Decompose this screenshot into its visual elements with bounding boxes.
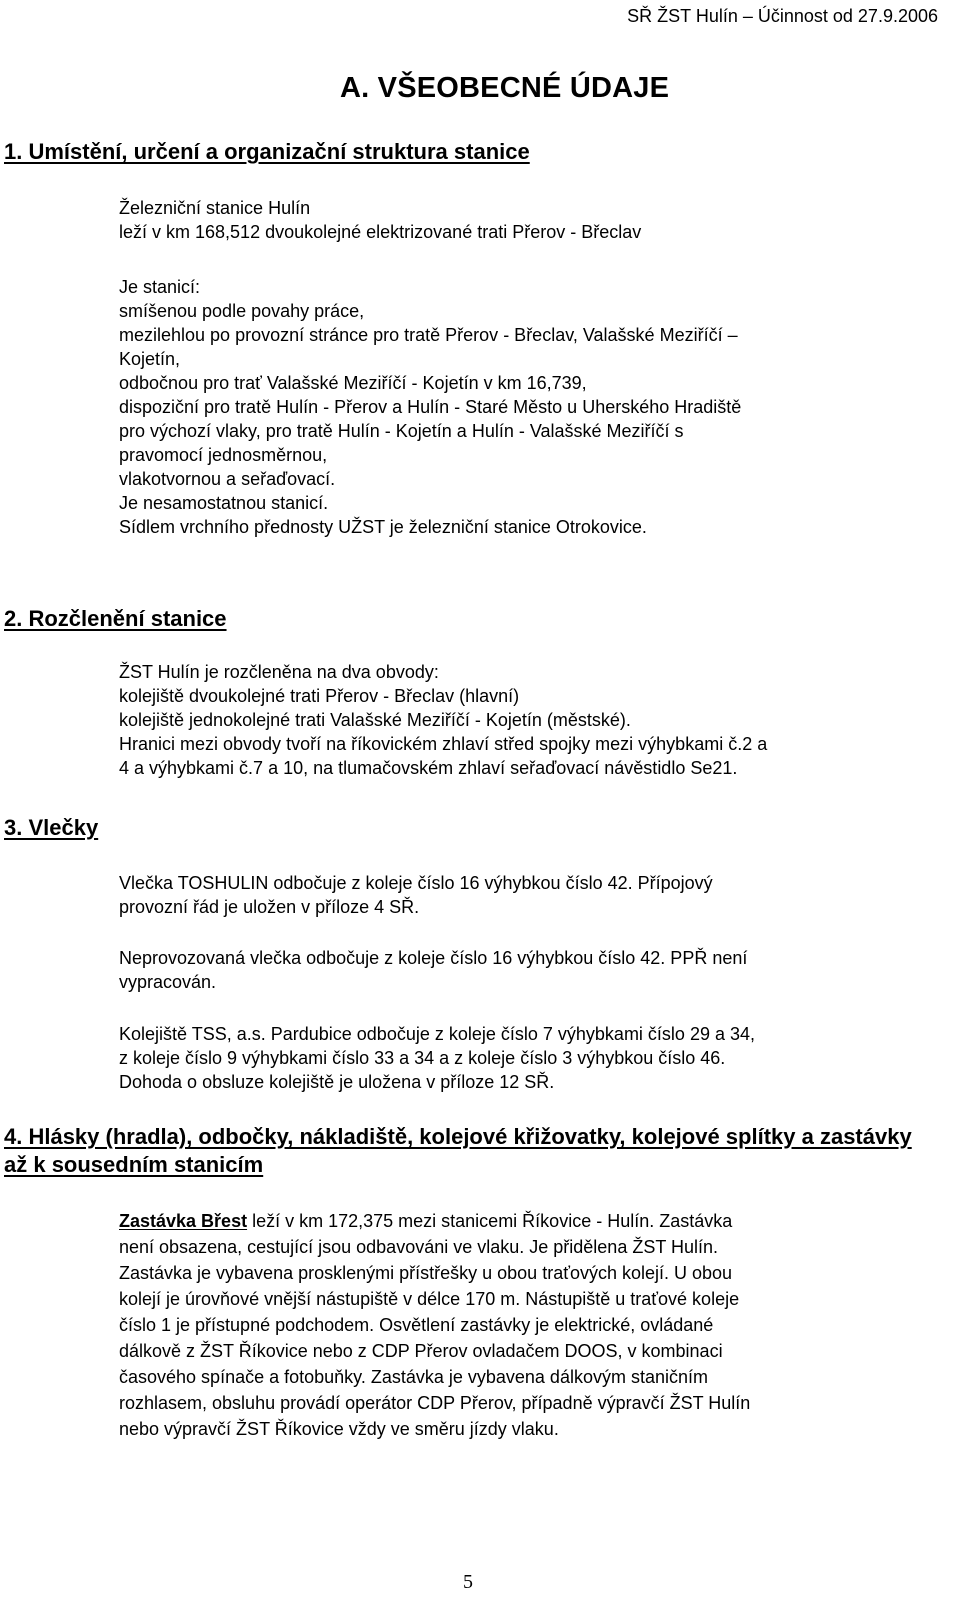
text-line: Kojetín, (119, 349, 181, 369)
text-line: provozní řád je uložen v příloze 4 SŘ. (119, 897, 420, 917)
text-line: pravomocí jednosměrnou, (119, 445, 328, 465)
page-title: A. VŠEOBECNÉ ÚDAJE (340, 72, 670, 104)
section-4-body (119, 1208, 929, 1442)
text-line: smíšenou podle povahy práce, (119, 301, 365, 321)
running-header: SŘ ŽST Hulín – Účinnost od 27.9.2006 (627, 6, 938, 26)
text-line: vlakotvornou a seřaďovací. (119, 469, 336, 489)
text-line: Hranici mezi obvody tvoří na říkovickém zhlaví střed spojky mezi výhybkami č.2 a (119, 734, 768, 754)
text-line: odbočnou pro trať Valašské Meziříčí - Kojetín v km 16,739, (119, 373, 587, 393)
text-line: Je nesamostatnou stanicí. (119, 493, 329, 513)
text-line: Sídlem vrchního přednosty UŽST je železniční stanice Otrokovice. (119, 517, 647, 537)
text-line: časového spínače a fotobuňky. Zastávka je vybavena dálkovým staničním (119, 1367, 708, 1387)
text-line: z koleje číslo 9 výhybkami číslo 33 a 34 a z koleje číslo 3 výhybkou číslo 46. (119, 1048, 726, 1068)
text-line: dispoziční pro tratě Hulín - Přerov a Hulín - Staré Město u Uherského Hradiště (119, 397, 742, 417)
text-line: Je stanicí: (119, 277, 201, 297)
text-line: rozhlasem, obsluhu provádí operátor CDP Přerov, případně výpravčí ŽST Hulín (119, 1393, 751, 1413)
text-line: Dohoda o obsluze kolejiště je uložena v příloze 12 SŘ. (119, 1072, 555, 1092)
section-3-heading: 3. Vlečky (4, 815, 99, 840)
text-line: kolejí je úrovňové vnější nástupiště v délce 170 m. Nástupiště u traťové koleje (119, 1289, 740, 1309)
section-2-heading: 2. Rozčlenění stanice (4, 606, 227, 631)
text-line: vypracován. (119, 972, 217, 992)
section-1-intro (119, 196, 929, 244)
brest-first-line (119, 1208, 929, 1234)
text-line: 4 a výhybkami č.7 a 10, na tlumačovském zhlaví seřaďovací návěstidlo Se21. (119, 758, 738, 778)
section-3-paragraph-1 (119, 871, 929, 919)
section-1-heading: 1. Umístění, určení a organizační struktura stanice (4, 139, 530, 164)
section-1-list (119, 275, 929, 539)
text-line: kolejiště dvoukolejné trati Přerov - Břeclav (hlavní) (119, 686, 520, 706)
text-line: Zastávka je vybavena prosklenými přístřešky u obou traťových kolejí. U obou (119, 1263, 733, 1283)
text-line: pro výchozí vlaky, pro tratě Hulín - Kojetín a Hulín - Valašské Meziříčí s (119, 421, 684, 441)
text-line: nebo výpravčí ŽST Říkovice vždy ve směru jízdy vlaku. (119, 1419, 559, 1439)
text-line: kolejiště jednokolejné trati Valašské Meziříčí - Kojetín (městské). (119, 710, 631, 730)
section-3-paragraph-2 (119, 946, 929, 994)
text-line: Kolejiště TSS, a.s. Pardubice odbočuje z koleje číslo 7 výhybkami číslo 29 a 34, (119, 1024, 756, 1044)
text-line: Vlečka TOSHULIN odbočuje z koleje číslo 16 výhybkou číslo 42. Přípojový (119, 873, 713, 893)
text-line: dálkově z ŽST Říkovice nebo z CDP Přerov ovladačem DOOS, v kombinaci (119, 1341, 723, 1361)
text-line: Neprovozovaná vlečka odbočuje z koleje číslo 16 výhybkou číslo 42. PPŘ není (119, 948, 748, 968)
section-4-heading: 4. Hlásky (hradla), odbočky, nákladiště, kolejové křižovatky, kolejové splítky a zastávky až k sousedním stanicím (4, 1124, 912, 1177)
section-2-body (119, 660, 929, 780)
brest-first-text: leží v km 172,375 mezi stanicemi Říkovice - Hulín. Zastávka (247, 1211, 733, 1231)
text-line: Železniční stanice Hulín (119, 198, 311, 218)
text-line: číslo 1 je přístupné podchodem. Osvětlení zastávky je elektrické, ovládané (119, 1315, 714, 1335)
text-line: mezilehlou po provozní stránce pro tratě Přerov - Břeclav, Valašské Meziříčí – (119, 325, 738, 345)
text-line: ŽST Hulín je rozčleněna na dva obvody: (119, 662, 439, 682)
text-line: není obsazena, cestující jsou odbavováni ve vlaku. Je přidělena ŽST Hulín. (119, 1237, 719, 1257)
text-line: leží v km 168,512 dvoukolejné elektrizované trati Přerov - Břeclav (119, 222, 642, 242)
stop-name-brest: Zastávka Břest (119, 1211, 248, 1231)
section-3-paragraph-3 (119, 1022, 929, 1094)
page-number: 5 (463, 1571, 473, 1593)
